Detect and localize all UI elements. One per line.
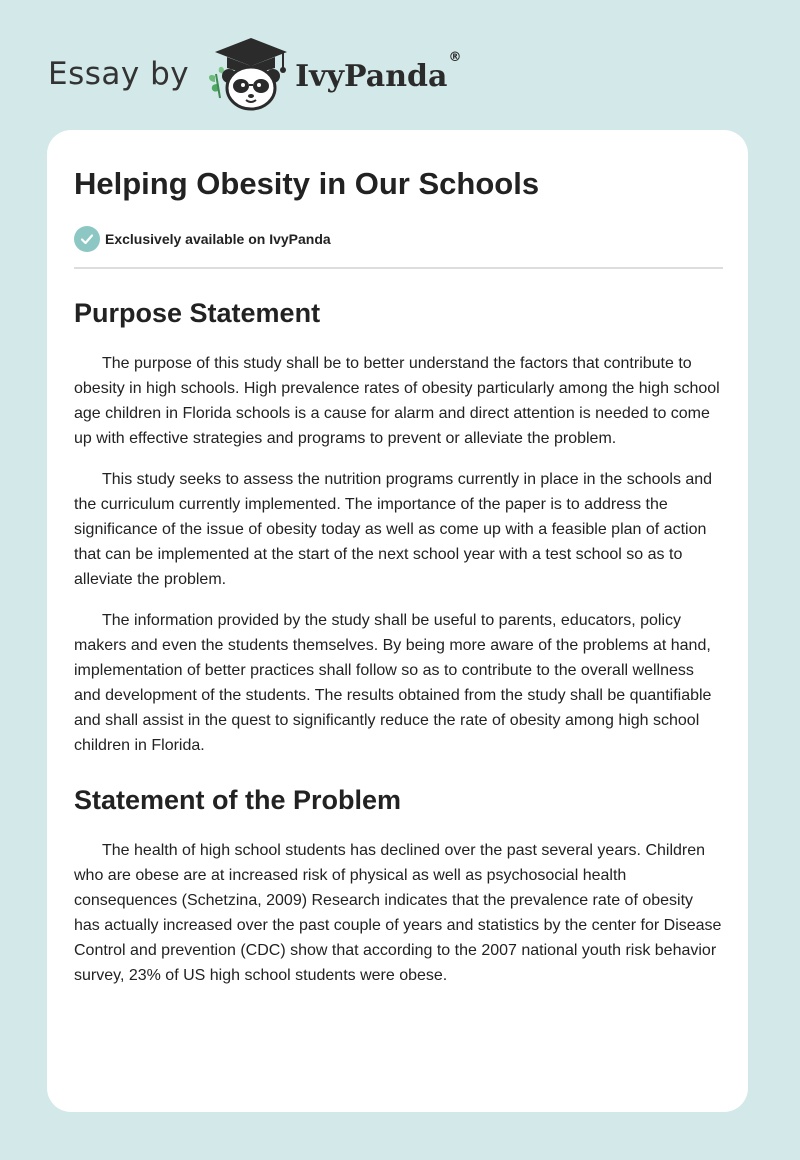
paragraph: This study seeks to assess the nutrition programs currently in place in the schools and the curriculum currently implemented. The importance of the paper is to address the significance of the issue of obesity today as well as come up with a feasible plan of action that can be implemented at the start of the next school year with a test school so as to alleviate the problem. — [74, 471, 713, 588]
essay-content — [74, 160, 723, 988]
essay-by-label: Essay by — [48, 56, 190, 92]
paragraph: The purpose of this study shall be to better understand the factors that contribute to obesity in high schools. High prevalence rates of obesity particularly among the high school age children in Florida schools is a cause for alarm and direct attention is needed to come up with effective strategies and programs to prevent or alleviate the problem. — [74, 355, 720, 447]
exclusive-badge-text: Exclusively available on IvyPanda — [105, 231, 331, 247]
check-icon — [74, 226, 100, 252]
page-title: Helping Obesity in Our Schools — [74, 166, 540, 201]
paragraph: The information provided by the study shall be useful to parents, educators, policy makers and even the students themselves. By being more aware of the problems at hand, implementation of better practices shall follow so as to contribute to the overall wellness and development of the students. The results obtained from the study shall be quantifiable and shall assist in the quest to significantly reduce the rate of obesity among high school children in Florida. — [74, 612, 712, 754]
site-header — [48, 34, 461, 114]
panda-graduate-logo-icon[interactable] — [203, 36, 293, 112]
title-divider — [74, 267, 723, 269]
registered-mark: ® — [448, 49, 462, 65]
essay-card — [47, 130, 748, 1112]
section-heading-problem: Statement of the Problem — [74, 785, 402, 815]
brand-name[interactable] — [295, 49, 462, 94]
exclusive-badge — [74, 225, 723, 253]
brand-text: IvyPanda — [295, 58, 448, 94]
paragraph: The health of high school students has declined over the past several years. Children who are obese are at increased risk of physical as well as psychosocial health consequences (Schetzina, 2009) Research indicates that the prevalence rate of obesity has actually increased over the past couple of years and statistics by the center for Disease Control and prevention (CDC) show that according to the 2007 national youth risk behavior survey, 23% of US high school students were obese. — [74, 842, 722, 984]
section-heading-purpose: Purpose Statement — [74, 298, 321, 328]
